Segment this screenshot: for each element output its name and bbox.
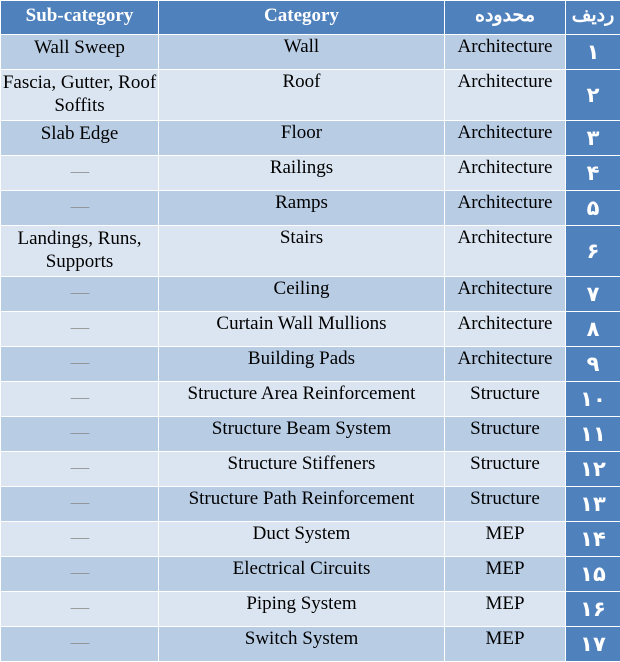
cell-category: Ceiling	[159, 277, 445, 312]
subcategory-text: -------	[70, 427, 89, 439]
cell-subcategory	[1, 277, 159, 312]
cell-subcategory	[1, 522, 159, 557]
cell-scope: Architecture	[445, 226, 566, 277]
cell-category: Wall	[159, 35, 445, 70]
cell-subcategory	[1, 557, 159, 592]
cell-scope: Structure	[445, 452, 566, 487]
cell-subcategory	[1, 191, 159, 226]
subcategory-text: -------	[70, 637, 89, 649]
cell-subcategory	[1, 487, 159, 522]
subcategory-text: -------	[70, 602, 89, 614]
cell-category: Structure Path Reinforcement	[159, 487, 445, 522]
cell-category: Ramps	[159, 191, 445, 226]
cell-row-number: ۱۶	[566, 592, 620, 627]
subcategory-text: Wall Sweep	[34, 37, 125, 58]
subcategory-text: Landings, Runs, Supports	[17, 228, 141, 272]
table-body	[1, 35, 620, 662]
header-scope: محدوده	[445, 1, 566, 35]
cell-row-number: ۹	[566, 347, 620, 382]
table-row	[1, 487, 620, 522]
cell-subcategory	[1, 627, 159, 662]
subcategory-text: -------	[70, 567, 89, 579]
cell-scope: Structure	[445, 382, 566, 417]
header-category: Category	[159, 1, 445, 35]
cell-subcategory	[1, 347, 159, 382]
cell-subcategory	[1, 226, 159, 277]
table-row	[1, 417, 620, 452]
cell-subcategory	[1, 312, 159, 347]
cell-row-number: ۲	[566, 70, 620, 121]
cell-scope: Structure	[445, 417, 566, 452]
cell-row-number: ۱۲	[566, 452, 620, 487]
subcategory-text: Fascia, Gutter, Roof Soffits	[3, 72, 156, 116]
cell-category: Railings	[159, 156, 445, 191]
cell-category: Structure Beam System	[159, 417, 445, 452]
cell-row-number: ۳	[566, 121, 620, 156]
cell-scope: Architecture	[445, 277, 566, 312]
cell-category: Structure Stiffeners	[159, 452, 445, 487]
header-row	[1, 1, 620, 35]
table-row	[1, 70, 620, 121]
cell-scope: Architecture	[445, 121, 566, 156]
subcategory-text: -------	[70, 287, 89, 299]
cell-scope: MEP	[445, 592, 566, 627]
cell-scope: Architecture	[445, 70, 566, 121]
cell-category: Duct System	[159, 522, 445, 557]
table-row	[1, 592, 620, 627]
cell-category: Roof	[159, 70, 445, 121]
cell-scope: MEP	[445, 627, 566, 662]
subcategory-text: -------	[70, 322, 89, 334]
cell-category: Switch System	[159, 627, 445, 662]
cell-row-number: ۷	[566, 277, 620, 312]
cell-row-number: ۱۰	[566, 382, 620, 417]
cell-subcategory	[1, 452, 159, 487]
cell-row-number: ۱	[566, 35, 620, 70]
cell-scope: Architecture	[445, 35, 566, 70]
cell-subcategory	[1, 35, 159, 70]
table-row	[1, 522, 620, 557]
table-row	[1, 312, 620, 347]
cell-category: Floor	[159, 121, 445, 156]
table-row	[1, 277, 620, 312]
table-row	[1, 226, 620, 277]
table-row	[1, 452, 620, 487]
cell-category: Piping System	[159, 592, 445, 627]
subcategory-text: -------	[70, 497, 89, 509]
cell-row-number: ۱۵	[566, 557, 620, 592]
cell-scope: MEP	[445, 522, 566, 557]
subcategory-text: Slab Edge	[41, 123, 119, 144]
subcategory-text: -------	[70, 357, 89, 369]
cell-scope: Architecture	[445, 312, 566, 347]
cell-row-number: ۸	[566, 312, 620, 347]
subcategory-text: -------	[70, 201, 89, 213]
cell-row-number: ۱۴	[566, 522, 620, 557]
cell-category: Building Pads	[159, 347, 445, 382]
subcategory-text: -------	[70, 166, 89, 178]
table-row	[1, 121, 620, 156]
cell-scope: MEP	[445, 557, 566, 592]
header-row-number: ردیف	[566, 1, 620, 35]
cell-scope: Architecture	[445, 156, 566, 191]
cell-category: Stairs	[159, 226, 445, 277]
cell-row-number: ۵	[566, 191, 620, 226]
header-subcategory: Sub-category	[1, 1, 159, 35]
table-row	[1, 347, 620, 382]
cell-row-number: ۱۷	[566, 627, 620, 662]
cell-category: Electrical Circuits	[159, 557, 445, 592]
table-row	[1, 35, 620, 70]
table-row	[1, 627, 620, 662]
table-row	[1, 382, 620, 417]
subcategory-text: -------	[70, 462, 89, 474]
cell-scope: Architecture	[445, 347, 566, 382]
cell-subcategory	[1, 70, 159, 121]
cell-category: Structure Area Reinforcement	[159, 382, 445, 417]
cell-scope: Structure	[445, 487, 566, 522]
subcategory-text: -------	[70, 532, 89, 544]
table-row	[1, 191, 620, 226]
cell-subcategory	[1, 156, 159, 191]
cell-category: Curtain Wall Mullions	[159, 312, 445, 347]
cell-row-number: ۱۳	[566, 487, 620, 522]
cell-subcategory	[1, 592, 159, 627]
cell-subcategory	[1, 121, 159, 156]
cell-subcategory	[1, 382, 159, 417]
cell-scope: Architecture	[445, 191, 566, 226]
table-row	[1, 156, 620, 191]
cell-row-number: ۱۱	[566, 417, 620, 452]
table-row	[1, 557, 620, 592]
cell-row-number: ۶	[566, 226, 620, 277]
cell-subcategory	[1, 417, 159, 452]
cell-row-number: ۴	[566, 156, 620, 191]
subcategory-text: -------	[70, 392, 89, 404]
